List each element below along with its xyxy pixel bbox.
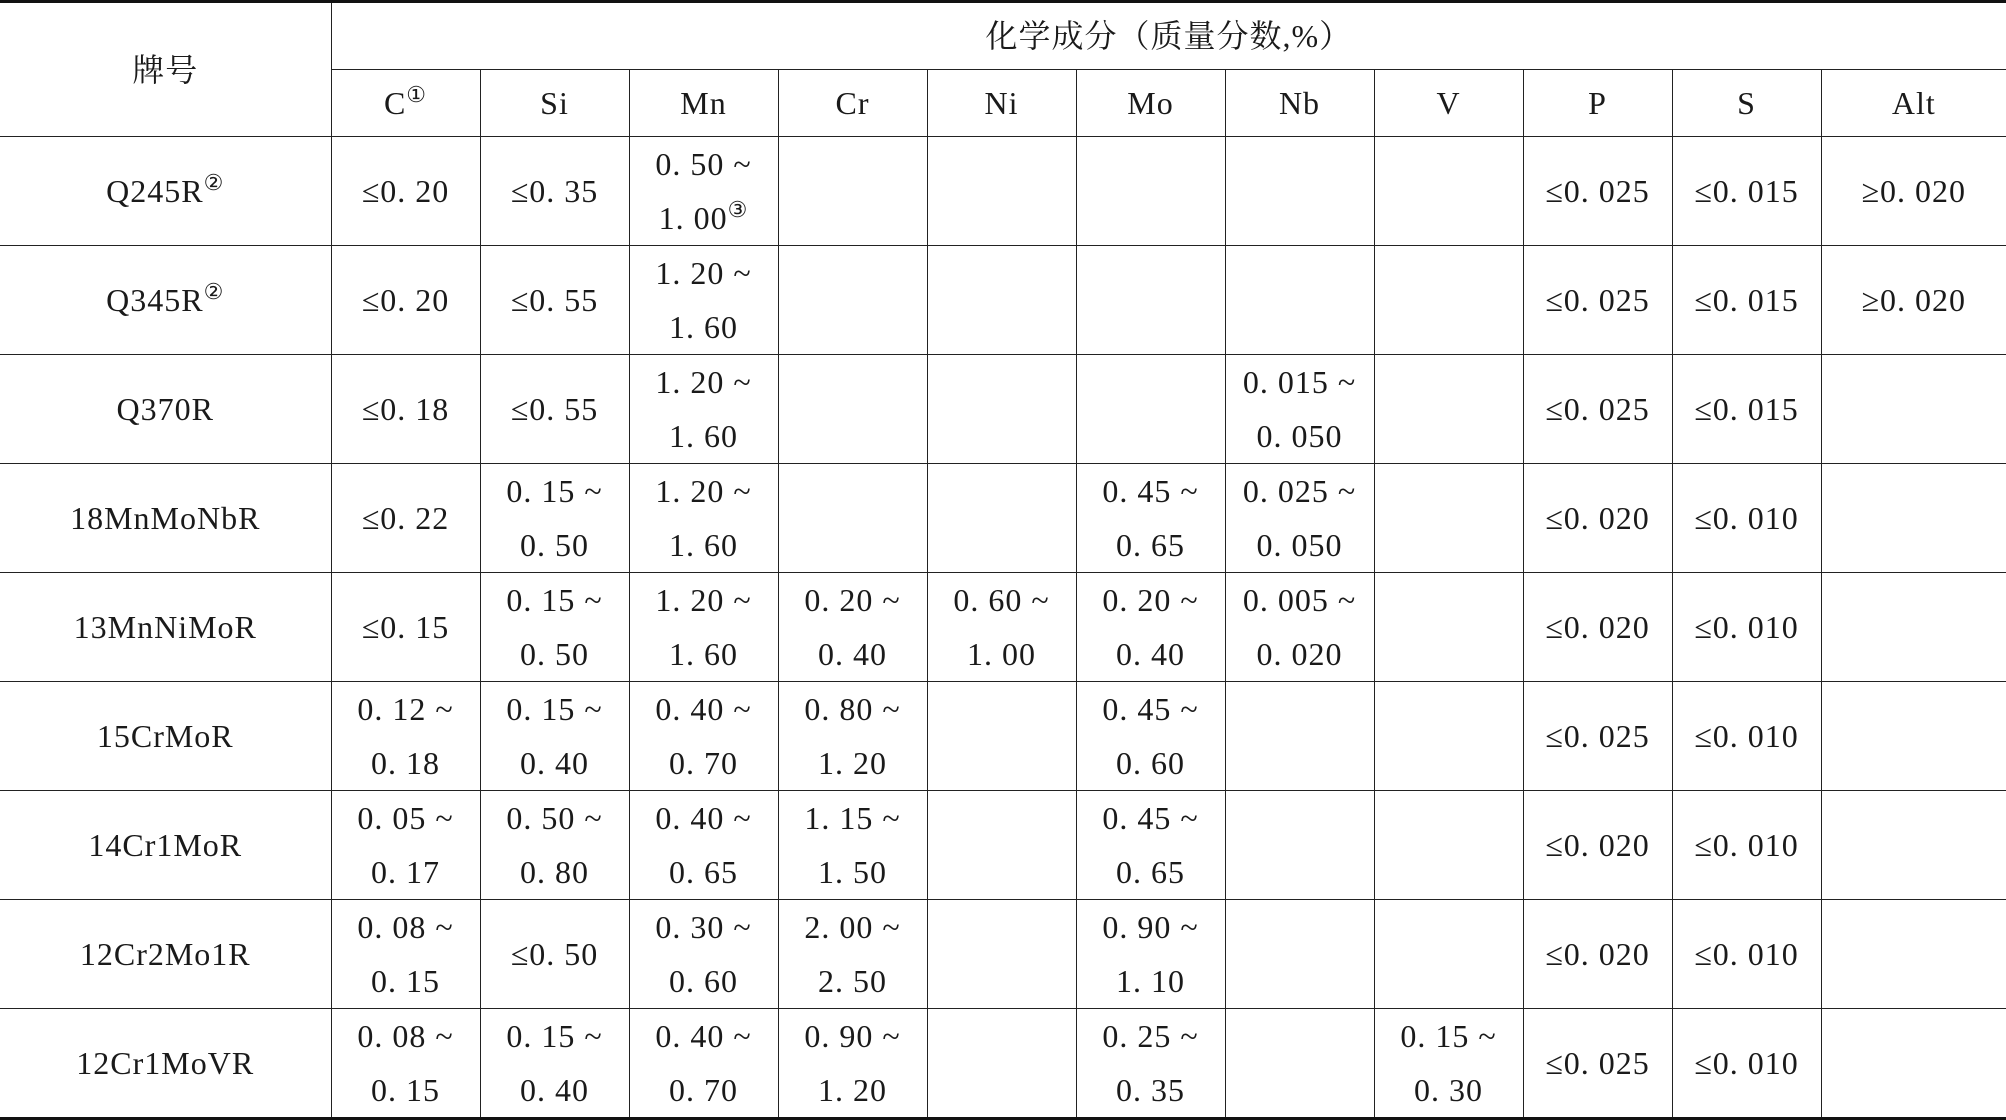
value-cell-cr	[778, 1009, 927, 1119]
table-row	[0, 791, 2006, 900]
column-header-label: Mo	[1127, 85, 1173, 121]
cell-value-line: 0. 60	[1077, 736, 1225, 790]
value-cell-alt	[1821, 900, 2006, 1009]
cell-value-line: ≤0. 010	[1673, 818, 1821, 872]
cell-value-text: 1. 00	[659, 200, 728, 236]
cell-value-line: 0. 020	[1226, 627, 1374, 681]
value-cell-mo	[1076, 137, 1225, 246]
cell-value-line: 0. 50	[481, 518, 629, 572]
cell-value-line: 1. 00	[928, 627, 1076, 681]
cell-value-line: ≤0. 010	[1673, 1036, 1821, 1090]
value-cell-mo	[1076, 1009, 1225, 1119]
value-cell-cr	[778, 464, 927, 573]
value-cell-ni	[927, 1009, 1076, 1119]
value-cell-si	[480, 573, 629, 682]
column-header-label: C	[384, 85, 406, 121]
cell-value-line: 0. 65	[1077, 518, 1225, 572]
value-cell-s	[1672, 1009, 1821, 1119]
cell-value-line: 0. 005 ~	[1226, 573, 1374, 627]
cell-value-line: 0. 40 ~	[630, 791, 778, 845]
cell-value-line: 0. 60 ~	[928, 573, 1076, 627]
cell-value-line: ≤0. 020	[1524, 600, 1672, 654]
value-cell-nb	[1225, 1009, 1374, 1119]
cell-value-line: 0. 40	[779, 627, 927, 681]
cell-value-line: 0. 050	[1226, 518, 1374, 572]
value-cell-s	[1672, 246, 1821, 355]
value-cell-mo	[1076, 355, 1225, 464]
cell-value-line: ≤0. 20	[332, 273, 480, 327]
grade-label: Q245R	[106, 173, 203, 209]
cell-value-line: ≤0. 025	[1524, 382, 1672, 436]
cell-value-line: 0. 60	[630, 954, 778, 1008]
cell-value-line: 0. 40	[481, 1063, 629, 1117]
cell-value-line: 1. 20 ~	[630, 464, 778, 518]
cell-value-line: 0. 40 ~	[630, 682, 778, 736]
value-cell-p	[1523, 682, 1672, 791]
value-cell-alt	[1821, 1009, 2006, 1119]
value-cell-c	[331, 900, 480, 1009]
value-cell-v	[1374, 464, 1523, 573]
cell-value-line: 0. 17	[332, 845, 480, 899]
grade-cell	[0, 682, 331, 791]
value-cell-alt	[1821, 682, 2006, 791]
table-row	[0, 573, 2006, 682]
value-cell-si	[480, 246, 629, 355]
cell-value-line: 0. 40	[1077, 627, 1225, 681]
cell-value-line: 0. 15 ~	[1375, 1009, 1523, 1063]
cell-value-line: ≤0. 18	[332, 382, 480, 436]
value-cell-si	[480, 137, 629, 246]
cell-value-line: 0. 30 ~	[630, 900, 778, 954]
value-cell-si	[480, 1009, 629, 1119]
value-cell-mn	[629, 246, 778, 355]
cell-value-line: 0. 15 ~	[481, 682, 629, 736]
composition-group-header: 化学成分（质量分数,%）	[331, 2, 2006, 70]
value-cell-p	[1523, 1009, 1672, 1119]
column-header-v	[1374, 70, 1523, 137]
value-cell-nb	[1225, 246, 1374, 355]
cell-value-line: 0. 025 ~	[1226, 464, 1374, 518]
value-cell-mo	[1076, 573, 1225, 682]
cell-value-line: 0. 70	[630, 1063, 778, 1117]
value-cell-alt	[1821, 573, 2006, 682]
cell-value-line: ≤0. 010	[1673, 709, 1821, 763]
cell-value-line: 0. 45 ~	[1077, 464, 1225, 518]
value-cell-cr	[778, 682, 927, 791]
value-cell-c	[331, 791, 480, 900]
value-cell-ni	[927, 791, 1076, 900]
cell-value-line: ≥0. 020	[1822, 273, 2006, 327]
value-cell-mo	[1076, 246, 1225, 355]
grade-cell	[0, 464, 331, 573]
cell-value-line: 1. 15 ~	[779, 791, 927, 845]
column-header-cr	[778, 70, 927, 137]
value-cell-s	[1672, 355, 1821, 464]
value-cell-c	[331, 464, 480, 573]
value-cell-nb	[1225, 137, 1374, 246]
cell-value-line: 1. 20 ~	[630, 355, 778, 409]
grade-header: 牌号	[0, 2, 331, 137]
table-row	[0, 900, 2006, 1009]
column-header-nb	[1225, 70, 1374, 137]
cell-value-line: 1. 60	[630, 409, 778, 463]
value-cell-nb	[1225, 791, 1374, 900]
footnote-marker: ①	[406, 82, 427, 107]
value-cell-nb	[1225, 573, 1374, 682]
cell-value-line: ≤0. 55	[481, 273, 629, 327]
cell-value-line: 0. 15 ~	[481, 1009, 629, 1063]
cell-value-line: ≤0. 025	[1524, 1036, 1672, 1090]
cell-value-line: 0. 05 ~	[332, 791, 480, 845]
cell-value-line: 0. 65	[1077, 845, 1225, 899]
value-cell-nb	[1225, 464, 1374, 573]
value-cell-p	[1523, 464, 1672, 573]
grade-label: Q370R	[117, 391, 214, 427]
table-row	[0, 355, 2006, 464]
value-cell-cr	[778, 573, 927, 682]
cell-value-line: ≤0. 025	[1524, 273, 1672, 327]
value-cell-mo	[1076, 464, 1225, 573]
table-row	[0, 1009, 2006, 1119]
column-header-mn	[629, 70, 778, 137]
cell-value-line: 0. 80 ~	[779, 682, 927, 736]
cell-value-line: 0. 40	[481, 736, 629, 790]
cell-value-line: 1. 20	[779, 736, 927, 790]
grade-cell	[0, 355, 331, 464]
value-cell-p	[1523, 791, 1672, 900]
cell-value-line: 0. 70	[630, 736, 778, 790]
value-cell-ni	[927, 246, 1076, 355]
cell-value-line: 1. 20	[779, 1063, 927, 1117]
column-header-label: Si	[540, 85, 569, 121]
value-cell-v	[1374, 246, 1523, 355]
cell-value-line: ≤0. 020	[1524, 927, 1672, 981]
value-cell-alt	[1821, 791, 2006, 900]
value-cell-ni	[927, 682, 1076, 791]
value-cell-mo	[1076, 682, 1225, 791]
cell-value-line: 0. 015 ~	[1226, 355, 1374, 409]
value-cell-cr	[778, 900, 927, 1009]
cell-value-line: ≤0. 20	[332, 164, 480, 218]
column-header-ni	[927, 70, 1076, 137]
grade-label: 14Cr1MoR	[88, 827, 242, 863]
value-cell-si	[480, 900, 629, 1009]
value-cell-p	[1523, 573, 1672, 682]
column-header-mo	[1076, 70, 1225, 137]
value-cell-c	[331, 682, 480, 791]
table-row	[0, 682, 2006, 791]
value-cell-c	[331, 1009, 480, 1119]
value-cell-v	[1374, 682, 1523, 791]
cell-value-line: ≤0. 010	[1673, 491, 1821, 545]
value-cell-v	[1374, 791, 1523, 900]
footnote-marker: ②	[204, 170, 225, 195]
cell-value-line: 0. 90 ~	[1077, 900, 1225, 954]
grade-cell	[0, 791, 331, 900]
cell-value-line: ≤0. 015	[1673, 382, 1821, 436]
cell-value-line: 0. 15	[332, 1063, 480, 1117]
value-cell-nb	[1225, 355, 1374, 464]
value-cell-alt	[1821, 137, 2006, 246]
value-cell-mn	[629, 1009, 778, 1119]
cell-value-line: 0. 15 ~	[481, 573, 629, 627]
cell-value-line: 1. 20 ~	[630, 246, 778, 300]
value-cell-s	[1672, 573, 1821, 682]
grade-label: 13MnNiMoR	[74, 609, 257, 645]
cell-value-line: 0. 90 ~	[779, 1009, 927, 1063]
value-cell-v	[1374, 1009, 1523, 1119]
cell-value-line: 0. 08 ~	[332, 1009, 480, 1063]
cell-value-line: 1. 60	[630, 518, 778, 572]
cell-value-line: 0. 45 ~	[1077, 791, 1225, 845]
value-cell-si	[480, 355, 629, 464]
cell-value-line: 0. 12 ~	[332, 682, 480, 736]
value-cell-mn	[629, 682, 778, 791]
value-cell-si	[480, 791, 629, 900]
cell-value-line: ≤0. 50	[481, 927, 629, 981]
column-header-c	[331, 70, 480, 137]
column-header-label: Mn	[680, 85, 726, 121]
cell-value-line: 1. 20 ~	[630, 573, 778, 627]
value-cell-s	[1672, 791, 1821, 900]
cell-value-line: 0. 18	[332, 736, 480, 790]
cell-value-line: 0. 45 ~	[1077, 682, 1225, 736]
value-cell-alt	[1821, 464, 2006, 573]
column-header-si	[480, 70, 629, 137]
value-cell-ni	[927, 355, 1076, 464]
cell-value-line: ≤0. 015	[1673, 164, 1821, 218]
value-cell-p	[1523, 900, 1672, 1009]
cell-value-line: 0. 15	[332, 954, 480, 1008]
cell-value-line: ≤0. 020	[1524, 491, 1672, 545]
value-cell-c	[331, 355, 480, 464]
value-cell-nb	[1225, 682, 1374, 791]
grade-label: 15CrMoR	[97, 718, 234, 754]
column-header-s	[1672, 70, 1821, 137]
footnote-marker: ②	[204, 279, 225, 304]
value-cell-v	[1374, 355, 1523, 464]
cell-value-line: ≤0. 010	[1673, 600, 1821, 654]
column-header-label: Nb	[1279, 85, 1320, 121]
column-header-label: V	[1436, 85, 1460, 121]
grade-cell	[0, 1009, 331, 1119]
value-cell-c	[331, 246, 480, 355]
value-cell-alt	[1821, 355, 2006, 464]
footnote-marker: ③	[728, 197, 749, 222]
grade-label: 12Cr2Mo1R	[80, 936, 251, 972]
value-cell-mn	[629, 355, 778, 464]
value-cell-mn	[629, 464, 778, 573]
value-cell-p	[1523, 246, 1672, 355]
value-cell-mn	[629, 573, 778, 682]
cell-value-line: ≤0. 025	[1524, 709, 1672, 763]
value-cell-s	[1672, 682, 1821, 791]
cell-value-line: ≥0. 020	[1822, 164, 2006, 218]
cell-value-line: 0. 50	[481, 627, 629, 681]
cell-value-line: 2. 00 ~	[779, 900, 927, 954]
column-header-label: Alt	[1892, 85, 1936, 121]
value-cell-mn	[629, 791, 778, 900]
cell-value-line: ≤0. 015	[1673, 273, 1821, 327]
value-cell-mn	[629, 900, 778, 1009]
cell-value-line: 1. 60	[630, 627, 778, 681]
value-cell-ni	[927, 464, 1076, 573]
cell-value-line: 0. 15 ~	[481, 464, 629, 518]
value-cell-mn	[629, 137, 778, 246]
cell-value-line: ≤0. 025	[1524, 164, 1672, 218]
cell-value-line: ≤0. 22	[332, 491, 480, 545]
value-cell-alt	[1821, 246, 2006, 355]
value-cell-s	[1672, 137, 1821, 246]
cell-value-line: 0. 08 ~	[332, 900, 480, 954]
cell-value-line: 0. 50 ~	[630, 137, 778, 191]
column-header-label: P	[1588, 85, 1607, 121]
cell-value-line: ≤0. 010	[1673, 927, 1821, 981]
cell-value-line: 0. 20 ~	[1077, 573, 1225, 627]
cell-value-line: 0. 65	[630, 845, 778, 899]
cell-value-line: ≤0. 020	[1524, 818, 1672, 872]
column-header-label: Ni	[985, 85, 1019, 121]
value-cell-mo	[1076, 900, 1225, 1009]
cell-value-line: 2. 50	[779, 954, 927, 1008]
cell-value-line: 0. 20 ~	[779, 573, 927, 627]
cell-value-line: 0. 35	[1077, 1063, 1225, 1117]
column-header-alt	[1821, 70, 2006, 137]
value-cell-p	[1523, 355, 1672, 464]
value-cell-si	[480, 464, 629, 573]
cell-value-line	[630, 191, 778, 245]
cell-value-line: 0. 50 ~	[481, 791, 629, 845]
cell-value-line: ≤0. 55	[481, 382, 629, 436]
value-cell-cr	[778, 355, 927, 464]
value-cell-nb	[1225, 900, 1374, 1009]
grade-cell	[0, 137, 331, 246]
grade-cell	[0, 573, 331, 682]
cell-value-line: 0. 050	[1226, 409, 1374, 463]
cell-value-line: ≤0. 15	[332, 600, 480, 654]
value-cell-mo	[1076, 791, 1225, 900]
value-cell-c	[331, 137, 480, 246]
cell-value-line: 0. 80	[481, 845, 629, 899]
value-cell-s	[1672, 900, 1821, 1009]
column-header-label: Cr	[836, 85, 870, 121]
table-row	[0, 246, 2006, 355]
cell-value-line: 1. 60	[630, 300, 778, 354]
value-cell-si	[480, 682, 629, 791]
value-cell-ni	[927, 573, 1076, 682]
grade-label: Q345R	[106, 282, 203, 318]
value-cell-v	[1374, 137, 1523, 246]
cell-value-line: 0. 25 ~	[1077, 1009, 1225, 1063]
cell-value-line: 0. 30	[1375, 1063, 1523, 1117]
table-row	[0, 464, 2006, 573]
cell-value-line: ≤0. 35	[481, 164, 629, 218]
value-cell-cr	[778, 137, 927, 246]
table-row	[0, 137, 2006, 246]
value-cell-s	[1672, 464, 1821, 573]
cell-value-line: 1. 10	[1077, 954, 1225, 1008]
grade-label: 18MnMoNbR	[70, 500, 260, 536]
value-cell-cr	[778, 791, 927, 900]
value-cell-c	[331, 573, 480, 682]
value-cell-cr	[778, 246, 927, 355]
grade-cell	[0, 246, 331, 355]
value-cell-ni	[927, 137, 1076, 246]
grade-label: 12Cr1MoVR	[76, 1045, 254, 1081]
column-header-p	[1523, 70, 1672, 137]
column-header-label: S	[1737, 85, 1756, 121]
cell-value-line: 0. 40 ~	[630, 1009, 778, 1063]
value-cell-v	[1374, 573, 1523, 682]
value-cell-ni	[927, 900, 1076, 1009]
cell-value-line: 1. 50	[779, 845, 927, 899]
value-cell-p	[1523, 137, 1672, 246]
value-cell-v	[1374, 900, 1523, 1009]
grade-cell	[0, 900, 331, 1009]
